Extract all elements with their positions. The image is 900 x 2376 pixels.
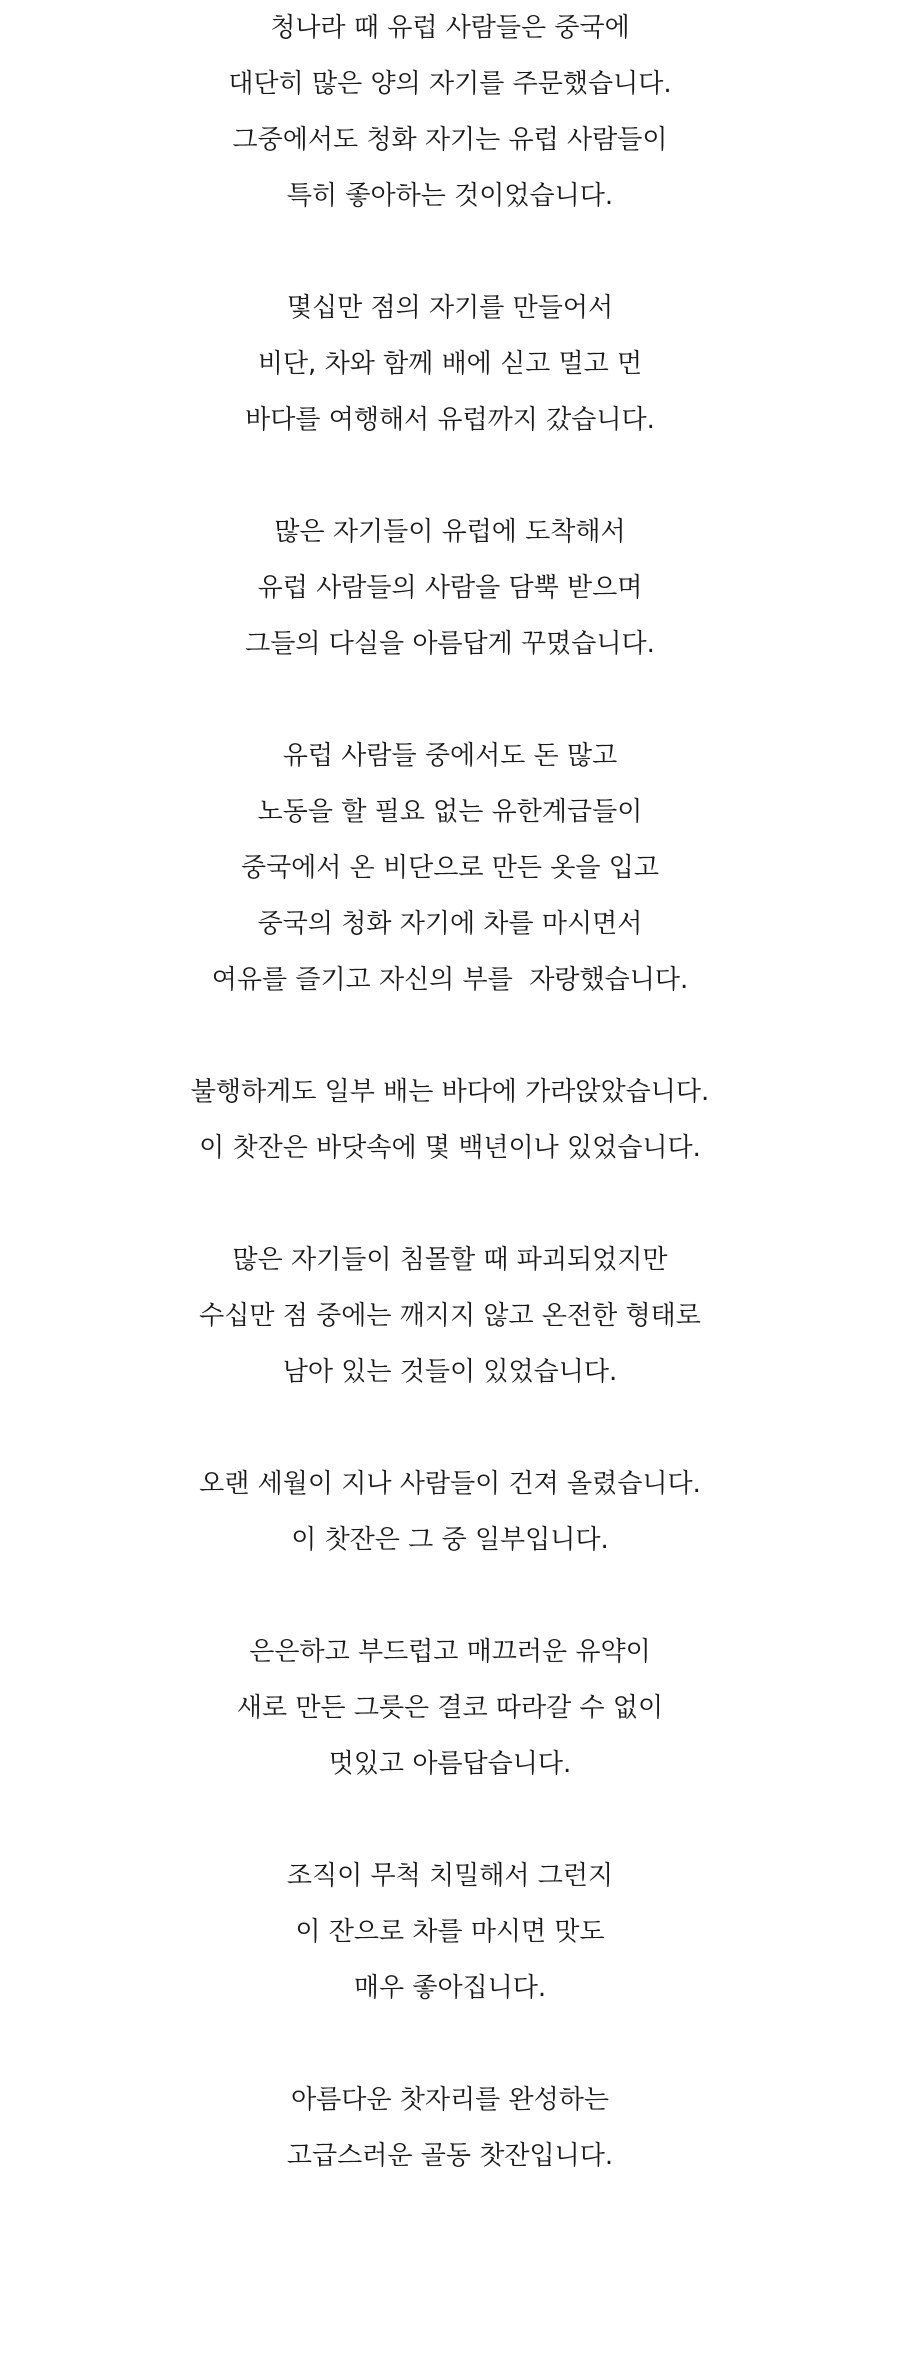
text-line: 멋있고 아름답습니다. — [328, 1749, 572, 1779]
text-line: 대단히 많은 양의 자기를 주문했습니다. — [228, 69, 672, 99]
text-line: 그중에서도 청화 자기는 유럽 사람들이 — [232, 125, 668, 155]
paragraph-voyage — [0, 280, 900, 448]
paragraph-spacer — [0, 448, 900, 504]
paragraph-survival — [0, 1232, 900, 1400]
text-line: 수십만 점 중에는 깨지지 않고 온전한 형태로 — [199, 1301, 701, 1331]
paragraph-taste — [0, 1848, 900, 2016]
paragraph-spacer — [0, 1568, 900, 1624]
text-line: 매우 좋아집니다. — [353, 1973, 547, 2003]
paragraph-salvage — [0, 1456, 900, 1568]
text-line: 오랜 세월이 지나 사람들이 건져 올렸습니다. — [199, 1469, 701, 1499]
paragraph-shipwreck — [0, 1064, 900, 1176]
text-line: 그들의 다실을 아름답게 꾸몄습니다. — [245, 629, 655, 659]
text-line: 새로 만든 그릇은 결코 따라갈 수 없이 — [236, 1693, 664, 1723]
paragraph-leisure-class — [0, 728, 900, 1008]
paragraph-spacer — [0, 672, 900, 728]
text-line: 고급스러운 골동 찻잔입니다. — [286, 2141, 614, 2171]
text-line: 바다를 여행해서 유럽까지 갔습니다. — [245, 405, 655, 435]
text-line: 이 찻잔은 그 중 일부입니다. — [291, 1525, 609, 1555]
paragraph-spacer — [0, 1008, 900, 1064]
text-line: 특히 좋아하는 것이었습니다. — [286, 181, 614, 211]
text-line: 남아 있는 것들이 있었습니다. — [282, 1357, 618, 1387]
text-line: 중국의 청화 자기에 차를 마시면서 — [257, 909, 643, 939]
text-line: 비단, 차와 함께 배에 싣고 멀고 먼 — [257, 349, 643, 379]
text-line: 여유를 즐기고 자신의 부를 자랑했습니다. — [211, 965, 689, 995]
text-line: 중국에서 온 비단으로 만든 옷을 입고 — [240, 853, 660, 883]
text-line: 이 찻잔은 바닷속에 몇 백년이나 있었습니다. — [199, 1133, 701, 1163]
text-line: 유럽 사람들 중에서도 돈 많고 — [282, 741, 618, 771]
text-line: 조직이 무척 치밀해서 그런지 — [286, 1861, 614, 1891]
text-line: 유럽 사람들의 사람을 담뿍 받으며 — [257, 573, 643, 603]
text-line: 많은 자기들이 침몰할 때 파괴되었지만 — [232, 1245, 668, 1275]
paragraph-glaze — [0, 1624, 900, 1792]
paragraph-spacer — [0, 2016, 900, 2072]
paragraph-spacer — [0, 224, 900, 280]
text-line: 많은 자기들이 유럽에 도착해서 — [274, 517, 626, 547]
text-line: 은은하고 부드럽고 매끄러운 유약이 — [249, 1637, 651, 1667]
text-line: 몇십만 점의 자기를 만들어서 — [286, 293, 614, 323]
text-line: 이 잔으로 차를 마시면 맛도 — [295, 1917, 605, 1947]
paragraph-spacer — [0, 1400, 900, 1456]
paragraph-spacer — [0, 1176, 900, 1232]
paragraph-spacer — [0, 1792, 900, 1848]
paragraph-qing-orders — [0, 0, 900, 224]
text-line: 노동을 할 필요 없는 유한계급들이 — [257, 797, 643, 827]
text-line: 아름다운 찻자리를 완성하는 — [291, 2085, 609, 2115]
paragraph-arrival — [0, 504, 900, 672]
text-line: 청나라 때 유럽 사람들은 중국에 — [270, 13, 630, 43]
text-line: 불행하게도 일부 배는 바다에 가라앉았습니다. — [190, 1077, 710, 1107]
paragraph-closing — [0, 2072, 900, 2184]
